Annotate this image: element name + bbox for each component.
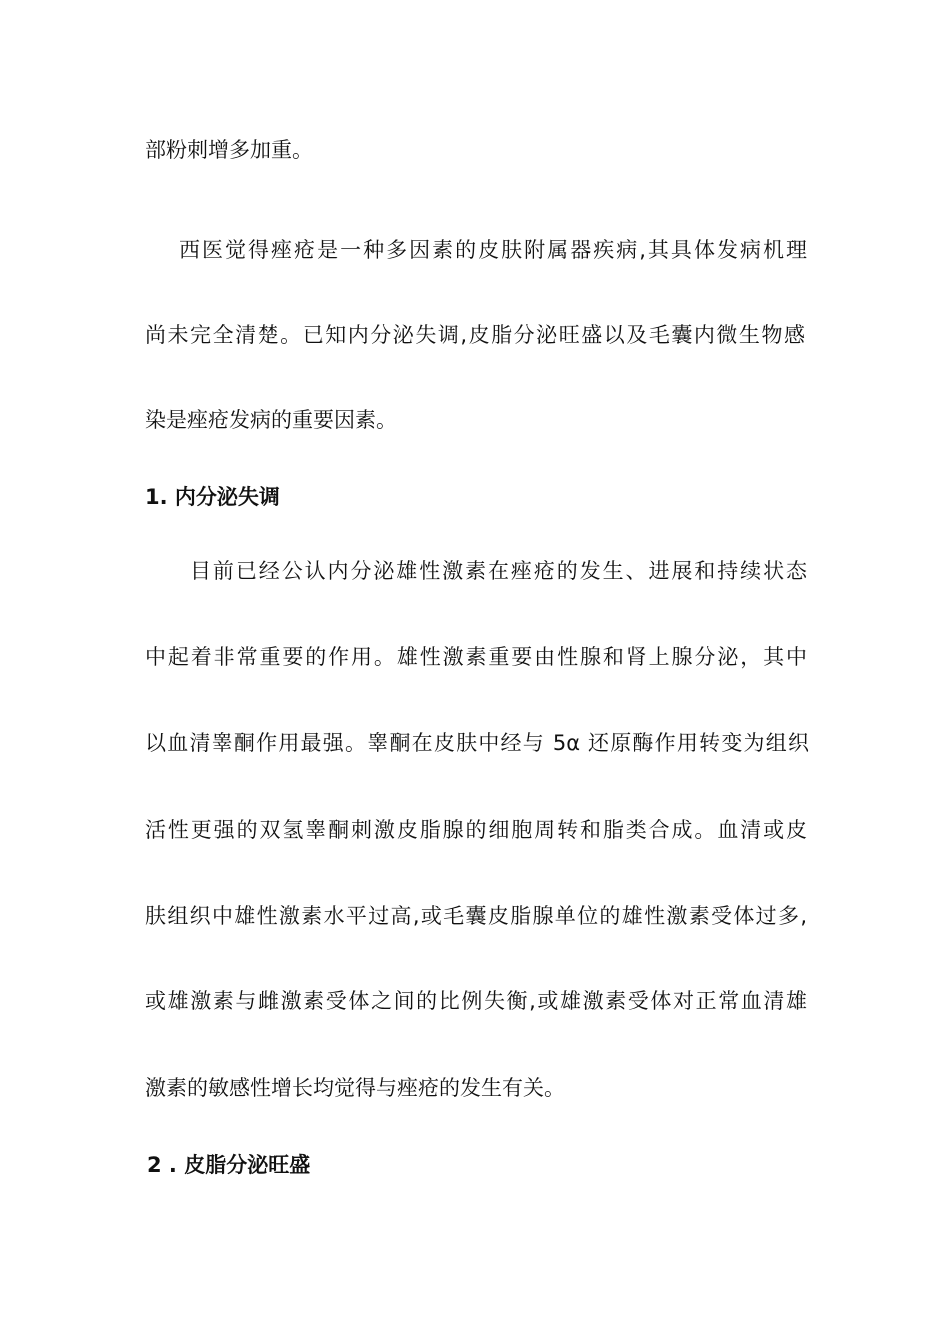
paragraph-line: 尚未完全清楚。已知内分泌失调,皮脂分泌旺盛以及毛囊内微生物感 (145, 323, 805, 347)
section-heading: 1. 内分泌失调 (145, 485, 280, 509)
paragraph-line: 目前已经公认内分泌雄性激素在痤疮的发生、进展和持续状态 (190, 559, 807, 583)
paragraph-line: 西医觉得痤疮是一种多因素的皮肤附属器疾病,其具体发病机理 (179, 238, 807, 262)
paragraph-line: 以血清睾酮作用最强。睾酮在皮肤中经与 5α 还原酶作用转变为组织 (145, 731, 809, 755)
paragraph-line: 激素的敏感性增长均觉得与痤疮的发生有关。 (145, 1076, 565, 1100)
paragraph-line: 中起着非常重要的作用。雄性激素重要由性腺和肾上腺分泌，其中 (145, 645, 807, 669)
paragraph-line: 染是痤疮发病的重要因素。 (145, 408, 397, 432)
section-heading: 2 . 皮脂分泌旺盛 (147, 1153, 311, 1177)
paragraph-line: 肤组织中雄性激素水平过高,或毛囊皮脂腺单位的雄性激素受体过多, (145, 904, 807, 928)
paragraph-line: 活性更强的双氢睾酮刺激皮脂腺的细胞周转和脂类合成。血清或皮 (145, 818, 807, 842)
paragraph-line: 部粉刺增多加重。 (145, 138, 313, 162)
paragraph-line: 或雄激素与雌激素受体之间的比例失衡,或雄激素受体对正常血清雄 (145, 989, 807, 1013)
